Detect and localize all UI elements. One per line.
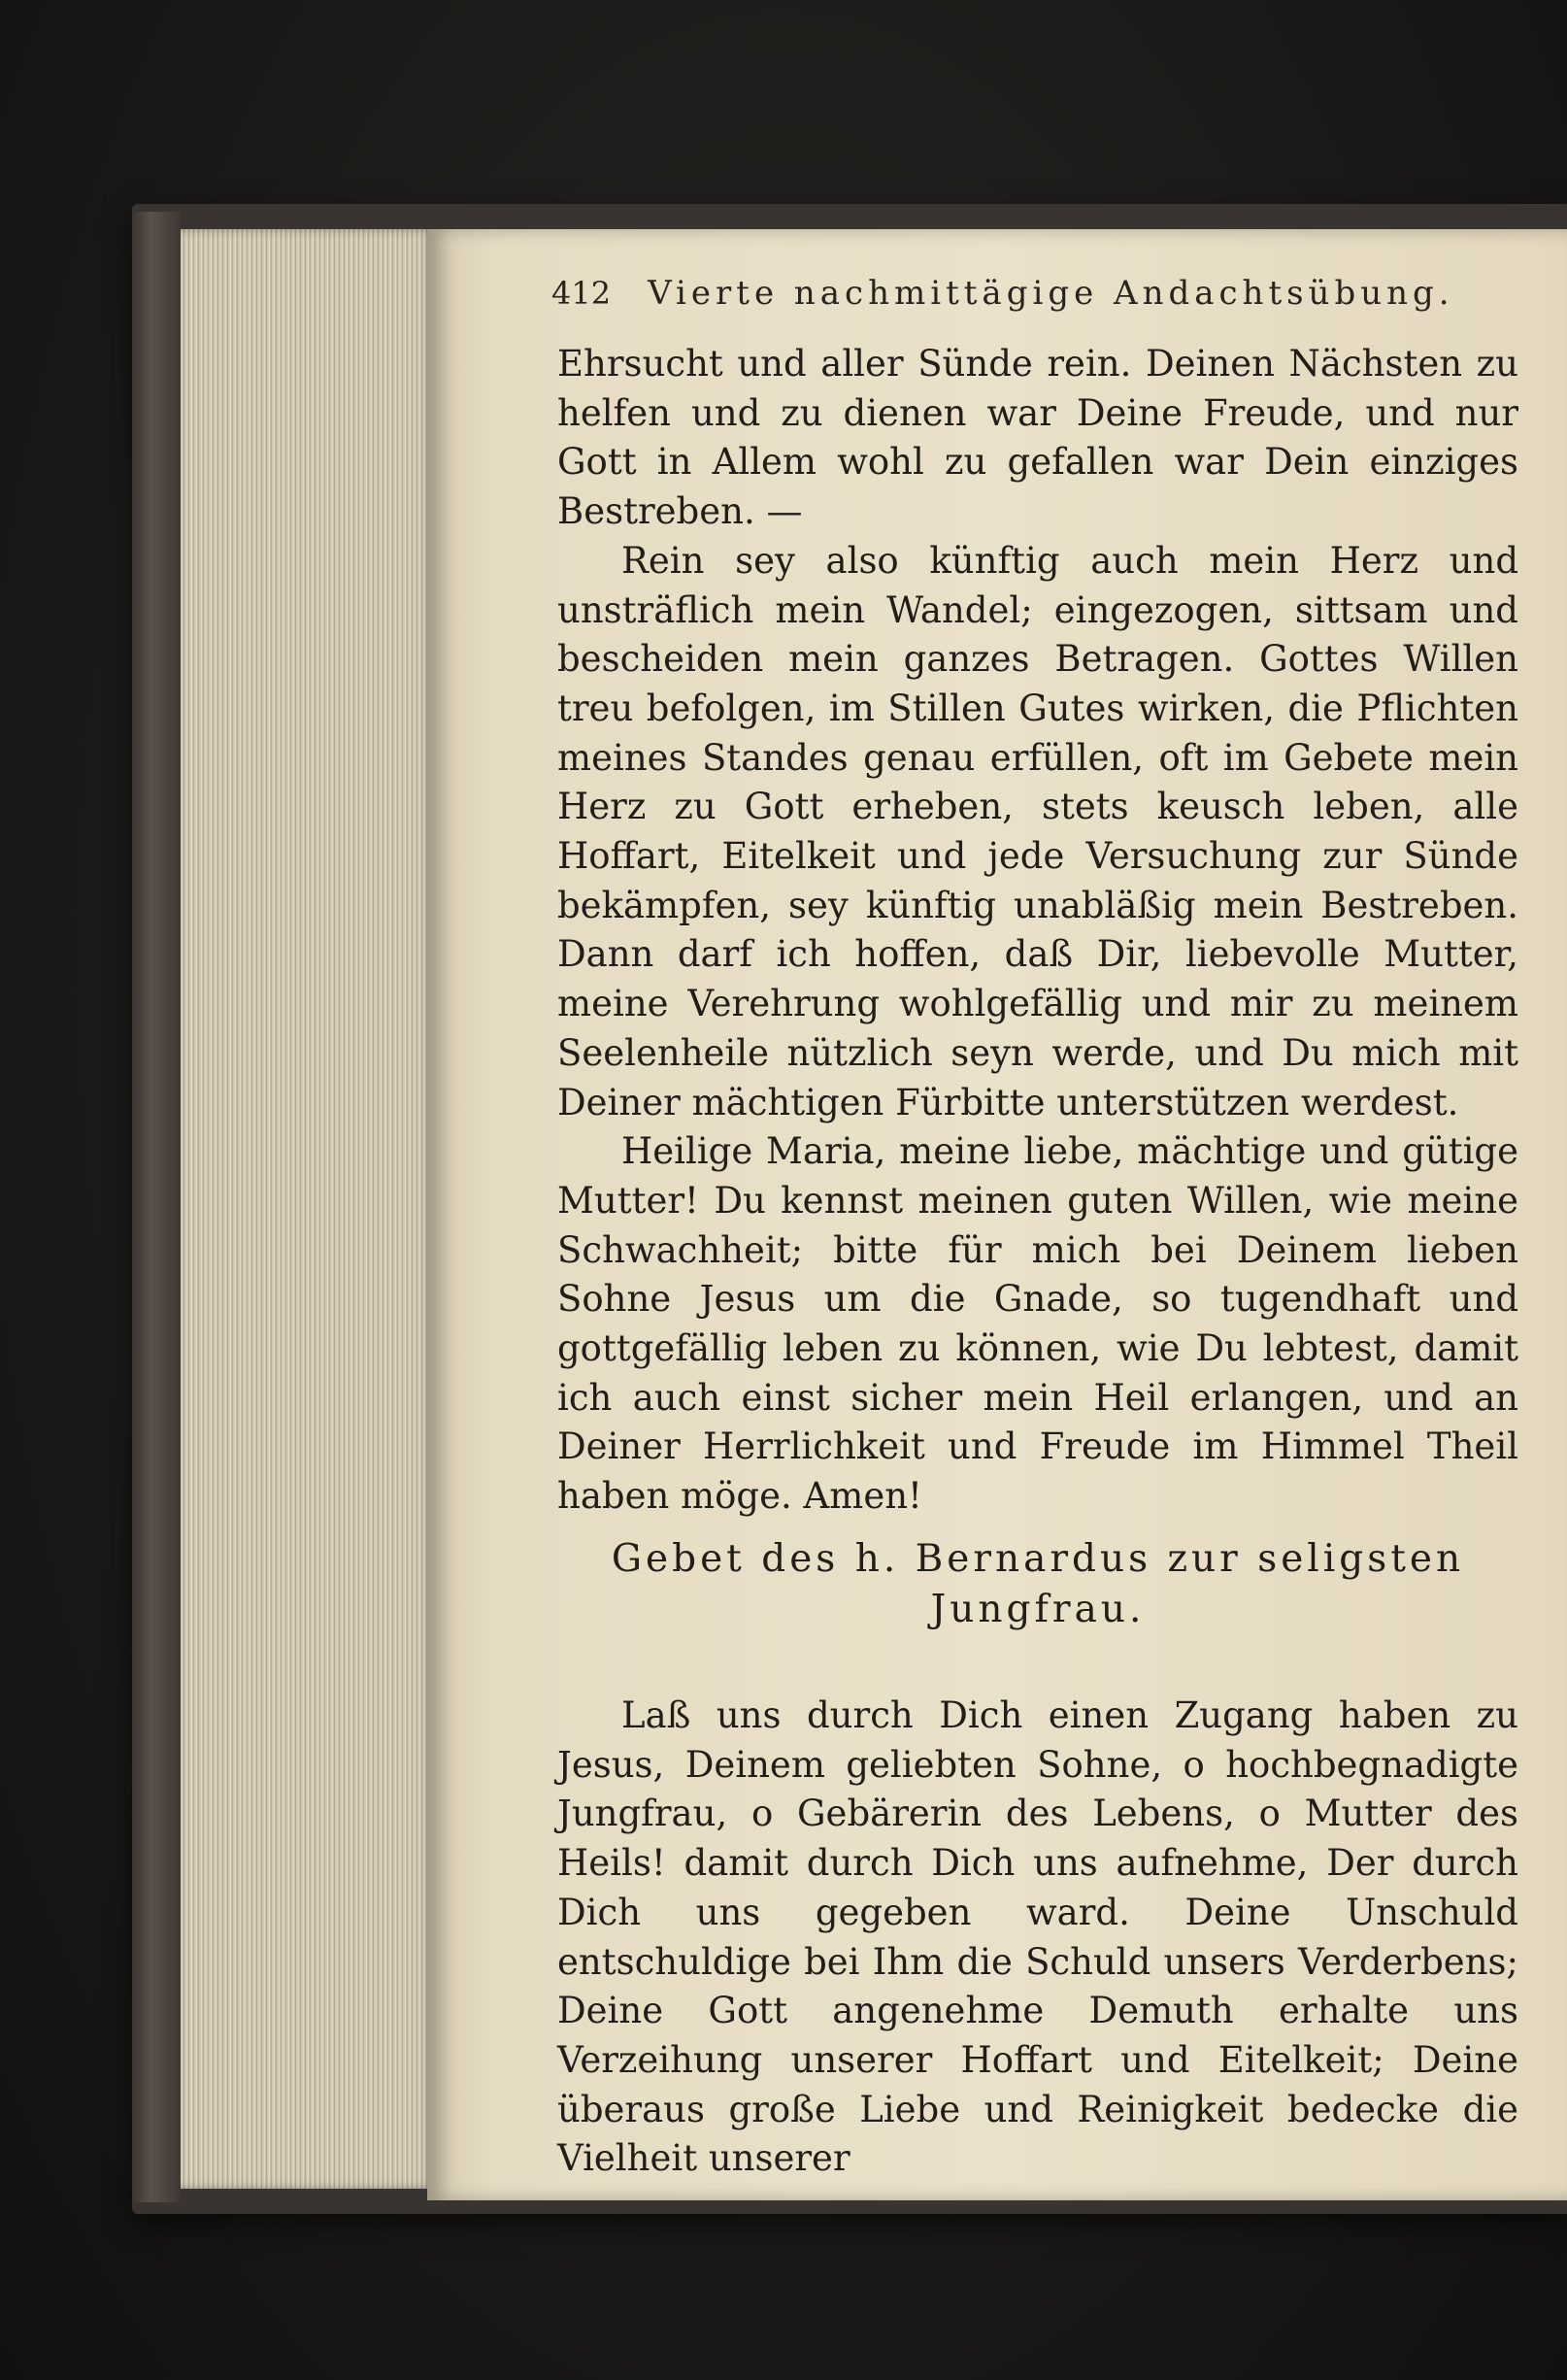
paragraph-2: Rein sey also künftig auch mein Herz und unsträflich mein Wandel; eingezogen, sittsam und bescheiden mein ganzes Betragen. Gottes Willen treu befolgen, im Stillen Gutes wirken, die Pflichten meines Standes genau erfüllen, oft im Gebete mein Herz zu Gott erheben, stets keusch leben, alle Hoffart, Eitelkeit und jede Versuchung zur Sünde bekämpfen, sey künftig unabläßig mein Bestreben. Dann darf ich hoffen, daß Dir, liebevolle Mutter, meine Verehrung wohlgefällig und mir zu meinem Seelenheile nützlich seyn werde, und Du mich mit Deiner mächtigen Fürbitte unterstützen werdest. bbox=[557, 539, 1518, 1123]
section-heading: Gebet des h. Bernardus zur seligsten Jungfrau. bbox=[611, 1537, 1465, 1631]
page-edges bbox=[181, 229, 435, 2189]
prayer-text bbox=[557, 1656, 1518, 2220]
page-number: 412 bbox=[551, 275, 612, 312]
paragraph-1: Ehrsucht und aller Sünde rein. Deinen Nächsten zu helfen und zu dienen war Deine Freude, und nur Gott in Allem wohl zu gefallen war Dein einziges Bestreben. — bbox=[557, 343, 1518, 533]
prayer-paragraph: Laß uns durch Dich einen Zugang haben zu Jesus, Deinem geliebten Sohne, o hochbegnadigte Jungfrau, o Gebärerin des Lebens, o Mutter des Heils! damit durch Dich uns aufnehme, Der durch Dich uns gegeben ward. Deine Unschuld entschuldige bei Ihm die Schuld unsers Verderbens; Deine Gott angenehme Demuth erhalte uns Verzeihung unserer Hoffart und Eitelkeit; Deine überaus große Liebe und Reinigkeit bedecke die Vielheit unserer bbox=[557, 1694, 1518, 2180]
body-text bbox=[557, 340, 1518, 1522]
running-head-title: Vierte nachmittägige Andachtsübung. bbox=[648, 274, 1454, 313]
running-head bbox=[551, 274, 1503, 313]
book-spine bbox=[132, 212, 181, 2202]
paragraph-3: Heilige Maria, meine liebe, mächtige und gütige Mutter! Du kennst meinen guten Willen, wie meine Schwachheit; bitte für mich bei Deinem lieben Sohne Jesus um die Gnade, so tugendhaft und gottgefällig leben zu können, wie Du lebtest, damit ich auch einst sicher mein Heil erlangen, und an Deiner Herrlichkeit und Freude im Himmel Theil haben möge. Amen! bbox=[557, 1130, 1518, 1518]
